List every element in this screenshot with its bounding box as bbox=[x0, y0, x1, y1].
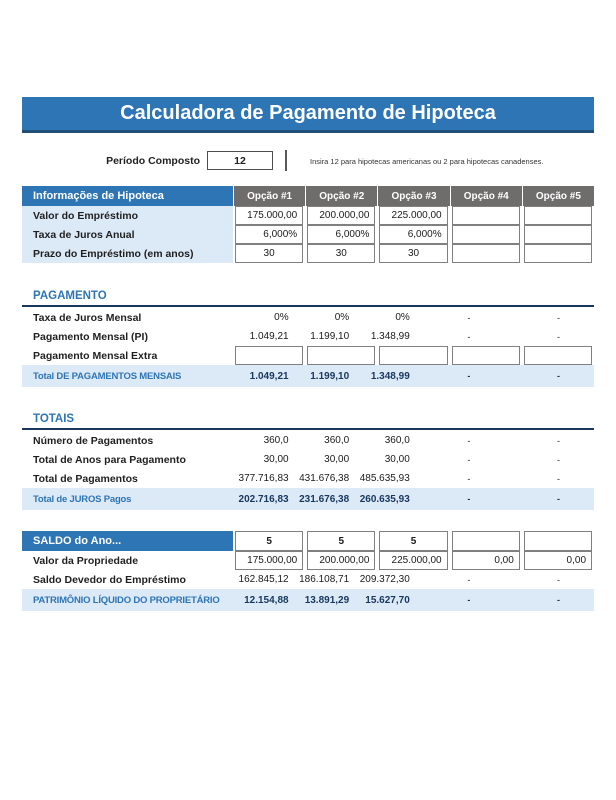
table-row bbox=[22, 308, 594, 327]
table-row bbox=[22, 469, 594, 488]
value-cell: 360,0 bbox=[324, 435, 350, 446]
row-label: Valor da Propriedade bbox=[33, 554, 139, 567]
value-cell: - bbox=[556, 595, 560, 605]
value-cell: 0% bbox=[395, 312, 410, 323]
year-input-cell[interactable]: 5 bbox=[379, 531, 447, 551]
value-cell: 1.199,10 bbox=[310, 370, 350, 382]
section-title: PAGAMENTO bbox=[33, 290, 107, 302]
row-label: Valor do Empréstimo bbox=[22, 206, 233, 225]
row-label: Prazo do Empréstimo (em anos) bbox=[22, 244, 233, 263]
table-row bbox=[22, 570, 594, 589]
row-values bbox=[233, 225, 594, 244]
value-cell: - bbox=[556, 331, 560, 342]
table-row bbox=[22, 327, 594, 346]
value-cell: - bbox=[467, 435, 471, 446]
row-values bbox=[233, 346, 594, 365]
row-label: Pagamento Mensal (PI) bbox=[33, 330, 148, 343]
section-header-title: Informações de Hipoteca bbox=[22, 186, 233, 206]
input-cell[interactable] bbox=[307, 346, 375, 365]
row-values bbox=[233, 551, 594, 570]
totais-rows bbox=[22, 431, 594, 488]
table-row bbox=[22, 551, 594, 570]
table-row bbox=[22, 225, 594, 244]
row-label: Taxa de Juros Mensal bbox=[33, 311, 142, 324]
totais-total bbox=[22, 488, 594, 510]
page-title-banner bbox=[22, 97, 594, 133]
row-values bbox=[233, 589, 594, 611]
value-cell: 377.716,83 bbox=[238, 473, 289, 484]
info-rows bbox=[22, 206, 594, 263]
compound-period-row bbox=[22, 150, 594, 172]
input-cell[interactable] bbox=[524, 225, 592, 244]
row-label: Saldo Devedor do Empréstimo bbox=[33, 573, 186, 586]
row-label: Total de JUROS Pagos bbox=[33, 493, 132, 505]
table-row bbox=[22, 450, 594, 469]
saldo-total bbox=[22, 589, 594, 611]
value-cell: 30,00 bbox=[324, 454, 350, 465]
column-header: Opção #2 bbox=[306, 186, 377, 206]
value-cell: 0% bbox=[274, 312, 289, 323]
input-cell[interactable]: 175.000,00 bbox=[235, 551, 303, 570]
value-cell: 209.372,30 bbox=[359, 574, 410, 585]
input-cell[interactable]: 200.000,00 bbox=[307, 206, 375, 225]
value-cell: 360,0 bbox=[263, 435, 289, 446]
value-cell: 1.049,21 bbox=[249, 331, 289, 342]
value-cell: 431.676,38 bbox=[299, 473, 350, 484]
input-cell[interactable]: 6,000% bbox=[307, 225, 375, 244]
total-row bbox=[22, 488, 594, 510]
input-cell[interactable] bbox=[452, 206, 520, 225]
input-cell[interactable]: 225.000,00 bbox=[379, 206, 447, 225]
input-cell[interactable] bbox=[524, 346, 592, 365]
total-row bbox=[22, 589, 594, 611]
value-cell: - bbox=[467, 454, 471, 465]
input-cell[interactable]: 6,000% bbox=[379, 225, 447, 244]
value-cell: - bbox=[556, 312, 560, 323]
row-label: Total DE PAGAMENTOS MENSAIS bbox=[33, 370, 182, 382]
value-cell: 12.154,88 bbox=[244, 594, 289, 606]
section-divider bbox=[22, 428, 594, 430]
value-cell: 1.348,99 bbox=[370, 370, 410, 382]
input-cell[interactable] bbox=[452, 244, 520, 263]
value-cell: - bbox=[467, 331, 471, 342]
input-cell[interactable] bbox=[452, 346, 520, 365]
value-cell: 186.108,71 bbox=[299, 574, 350, 585]
table-row bbox=[22, 346, 594, 365]
value-cell: 162.845,12 bbox=[238, 574, 289, 585]
value-cell: 260.635,93 bbox=[359, 493, 410, 505]
column-header: Opção #1 bbox=[234, 186, 305, 206]
compound-period-hint: Insira 12 para hipotecas americanas ou 2 para hipotecas canadenses. bbox=[310, 156, 544, 166]
row-label: Pagamento Mensal Extra bbox=[33, 349, 158, 362]
value-cell: 202.716,83 bbox=[238, 493, 289, 505]
row-label: PATRIMÔNIO LÍQUIDO DO PROPRIETÁRIO bbox=[33, 594, 220, 606]
input-cell[interactable]: 30 bbox=[235, 244, 303, 263]
value-cell: - bbox=[556, 435, 560, 446]
row-values bbox=[233, 488, 594, 510]
row-label: Total de Pagamentos bbox=[33, 472, 138, 485]
input-cell[interactable]: 225.000,00 bbox=[379, 551, 447, 570]
column-headers bbox=[233, 186, 594, 206]
input-cell[interactable]: 0,00 bbox=[452, 551, 520, 570]
year-cells bbox=[233, 531, 594, 551]
page-title: Calculadora de Pagamento de Hipoteca bbox=[120, 102, 496, 124]
input-cell[interactable]: 200.000,00 bbox=[307, 551, 375, 570]
value-cell: 30,00 bbox=[384, 454, 410, 465]
value-cell: - bbox=[467, 595, 471, 605]
value-cell: - bbox=[556, 371, 560, 381]
value-cell: 30,00 bbox=[263, 454, 289, 465]
section-title: TOTAIS bbox=[33, 413, 75, 425]
input-cell[interactable]: 6,000% bbox=[235, 225, 303, 244]
row-values bbox=[233, 570, 594, 589]
value-cell: 1.049,21 bbox=[249, 370, 289, 382]
input-cell[interactable]: 30 bbox=[307, 244, 375, 263]
saldo-rows bbox=[22, 551, 594, 589]
input-cell[interactable] bbox=[379, 346, 447, 365]
row-label: Número de Pagamentos bbox=[33, 434, 154, 447]
section-pagamento bbox=[22, 289, 594, 387]
compound-period-input[interactable]: 12 bbox=[207, 151, 273, 170]
year-input-cell[interactable]: 5 bbox=[235, 531, 303, 551]
value-cell: 485.635,93 bbox=[359, 473, 410, 484]
value-cell: 231.676,38 bbox=[299, 493, 350, 505]
input-cell[interactable]: 0,00 bbox=[524, 551, 592, 570]
value-cell: 13.891,29 bbox=[304, 594, 350, 606]
value-cell: - bbox=[467, 494, 471, 504]
year-input-cell[interactable]: 5 bbox=[307, 531, 375, 551]
column-header: Opção #5 bbox=[523, 186, 594, 206]
year-input-cell[interactable] bbox=[524, 531, 592, 551]
row-values bbox=[233, 308, 594, 327]
year-input-cell[interactable] bbox=[452, 531, 520, 551]
row-values bbox=[233, 244, 594, 263]
value-cell: 15.627,70 bbox=[365, 594, 410, 606]
table-row bbox=[22, 244, 594, 263]
column-header: Opção #3 bbox=[378, 186, 449, 206]
saldo-section-header bbox=[22, 531, 594, 551]
info-section-header bbox=[22, 186, 594, 206]
section-header-title: SALDO do Ano... bbox=[22, 531, 233, 551]
section-saldo-do-ano bbox=[22, 531, 594, 611]
value-cell: - bbox=[556, 473, 560, 484]
value-cell: - bbox=[467, 473, 471, 484]
table-row bbox=[22, 206, 594, 225]
value-cell: 0% bbox=[334, 312, 350, 323]
row-label: Taxa de Juros Anual bbox=[22, 225, 233, 244]
row-label: Total de Anos para Pagamento bbox=[33, 453, 186, 466]
compound-period-label: Período Composto bbox=[106, 155, 200, 167]
total-row bbox=[22, 365, 594, 387]
section-divider bbox=[22, 305, 594, 307]
input-cell[interactable] bbox=[235, 346, 303, 365]
row-values bbox=[233, 327, 594, 346]
row-values bbox=[233, 206, 594, 225]
value-cell: 1.348,99 bbox=[370, 331, 410, 342]
row-values bbox=[233, 365, 594, 387]
column-header: Opção #4 bbox=[451, 186, 522, 206]
value-cell: - bbox=[467, 574, 471, 585]
row-values bbox=[233, 469, 594, 488]
row-values bbox=[233, 450, 594, 469]
value-cell: - bbox=[467, 312, 471, 323]
value-cell: - bbox=[556, 574, 560, 585]
value-cell: - bbox=[556, 454, 560, 465]
value-cell: - bbox=[467, 371, 471, 381]
input-separator bbox=[285, 150, 287, 171]
section-informacoes-de-hipoteca bbox=[22, 186, 594, 263]
input-cell[interactable]: 30 bbox=[379, 244, 447, 263]
section-totais bbox=[22, 412, 594, 510]
value-cell: 360,0 bbox=[384, 435, 410, 446]
table-row bbox=[22, 431, 594, 450]
pagamento-rows bbox=[22, 308, 594, 365]
input-cell[interactable] bbox=[452, 225, 520, 244]
value-cell: - bbox=[556, 494, 560, 504]
pagamento-total bbox=[22, 365, 594, 387]
row-values bbox=[233, 431, 594, 450]
input-cell[interactable]: 175.000,00 bbox=[235, 206, 303, 225]
input-cell[interactable] bbox=[524, 206, 592, 225]
input-cell[interactable] bbox=[524, 244, 592, 263]
value-cell: 1.199,10 bbox=[310, 331, 350, 342]
